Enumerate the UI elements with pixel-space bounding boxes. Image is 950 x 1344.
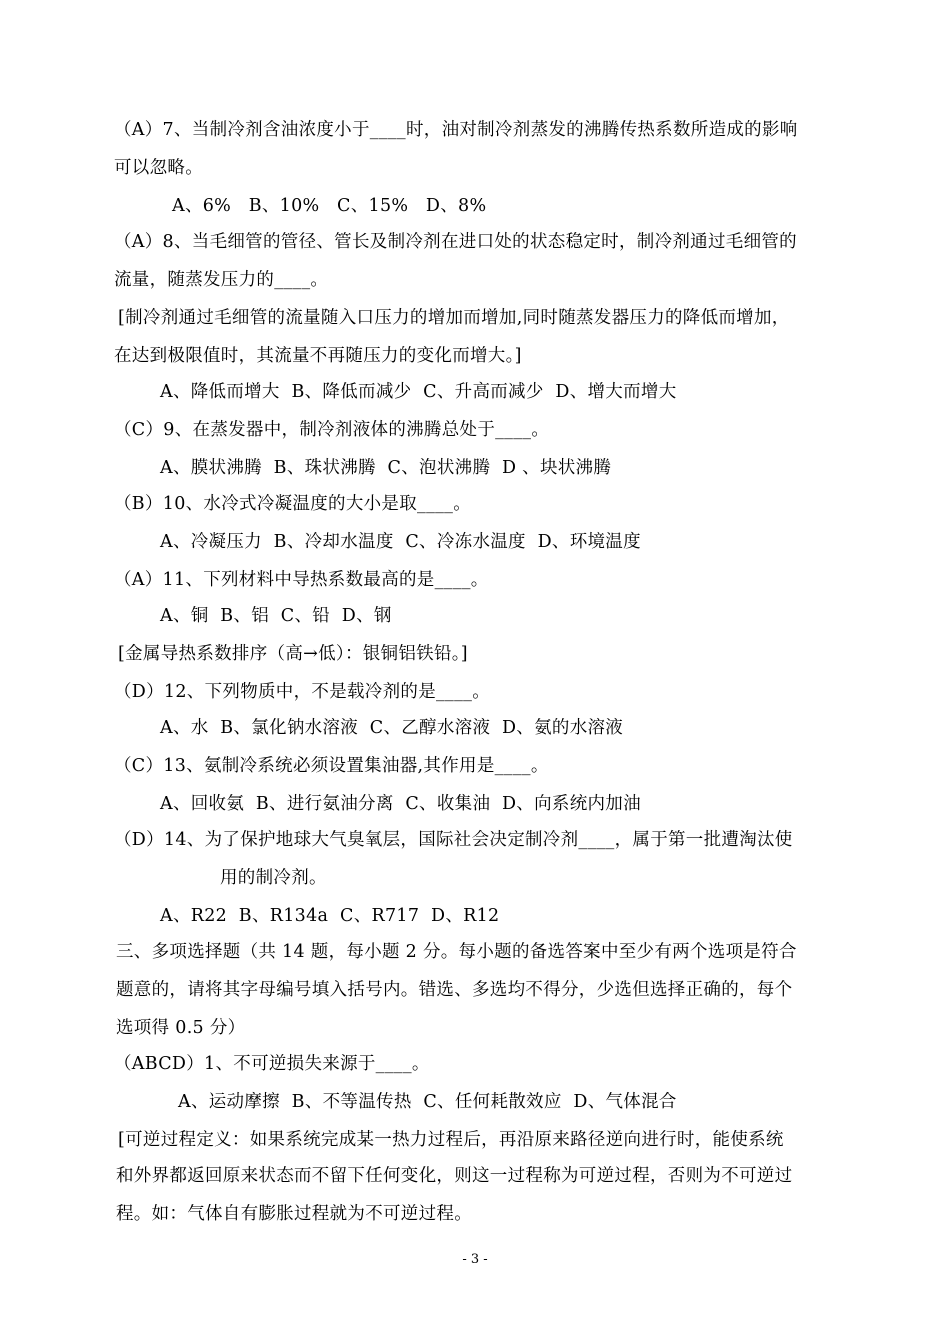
q14-text-cont: 用的制冷剂。: [220, 868, 327, 888]
mq1-text: （ABCD）1、不可逆损失来源于____。: [114, 1054, 430, 1074]
q7-text-cont: 可以忽略。: [114, 158, 203, 178]
q11-note: [金属导热系数排序（高→低）：银铜铝铁铅。]: [118, 644, 468, 664]
mq1-options: A、运动摩擦 B、不等温传热 C、任何耗散效应 D、气体混合: [178, 1092, 677, 1112]
q11-options: A、铜 B、铝 C、铅 D、钢: [160, 606, 392, 626]
mq1-note-cont: 和外界都返回原来状态而不留下任何变化，则这一过程称为可逆过程，否则为不可逆过: [116, 1166, 793, 1186]
q8-text-cont: 流量，随蒸发压力的____。: [114, 270, 329, 290]
q12-options: A、水 B、氯化钠水溶液 C、乙醇水溶液 D、氨的水溶液: [160, 718, 624, 738]
q9-options: A、膜状沸腾 B、珠状沸腾 C、泡状沸腾 D 、块状沸腾: [160, 458, 612, 478]
q11-text: （A）11、下列材料中导热系数最高的是____。: [114, 570, 489, 590]
q14-text: （D）14、为了保护地球大气臭氧层，国际社会决定制冷剂____，属于第一批遭淘汰使: [114, 830, 793, 850]
q8-note: [制冷剂通过毛细管的流量随入口压力的增加而增加,同时随蒸发器压力的降低而增加，: [118, 308, 790, 328]
q8-text: （A）8、当毛细管的管径、管长及制冷剂在进口处的状态稳定时，制冷剂通过毛细管的: [114, 232, 797, 252]
q7-text: （A）7、当制冷剂含油浓度小于____时，油对制冷剂蒸发的沸腾传热系数所造成的影响: [114, 120, 798, 140]
section3-heading: 三、多项选择题（共 14 题，每小题 2 分。每小题的备选答案中至少有两个选项是符合: [116, 942, 797, 962]
q14-options: A、R22 B、R134a C、R717 D、R12: [160, 906, 500, 926]
page-number: - 3 -: [462, 1252, 488, 1267]
q10-options: A、冷凝压力 B、冷却水温度 C、冷冻水温度 D、环境温度: [160, 532, 641, 552]
q12-text: （D）12、下列物质中，不是载冷剂的是____。: [114, 682, 490, 702]
q13-text: （C）13、氨制冷系统必须设置集油器,其作用是____。: [114, 756, 549, 776]
q8-note-cont: 在达到极限值时，其流量不再随压力的变化而增大。]: [114, 346, 522, 366]
q13-options: A、回收氨 B、进行氨油分离 C、收集油 D、向系统内加油: [160, 794, 641, 814]
section3-heading-cont2: 选项得 0.5 分）: [116, 1018, 246, 1038]
q7-options: A、6% B、10% C、15% D、8%: [172, 196, 487, 216]
mq1-note: [可逆过程定义：如果系统完成某一热力过程后，再沿原来路径逆向进行时，能使系统: [118, 1130, 784, 1150]
mq1-note-cont2: 程。如：气体自有膨胀过程就为不可逆过程。: [116, 1204, 472, 1224]
q10-text: （B）10、水冷式冷凝温度的大小是取____。: [114, 494, 472, 514]
q9-text: （C）9、在蒸发器中，制冷剂液体的沸腾总处于____。: [114, 420, 550, 440]
section3-heading-cont: 题意的，请将其字母编号填入括号内。错选、多选均不得分，少选但选择正确的，每个: [116, 980, 793, 1000]
q8-options: A、降低而增大 B、降低而减少 C、升高而减少 D、增大而增大: [160, 382, 677, 402]
